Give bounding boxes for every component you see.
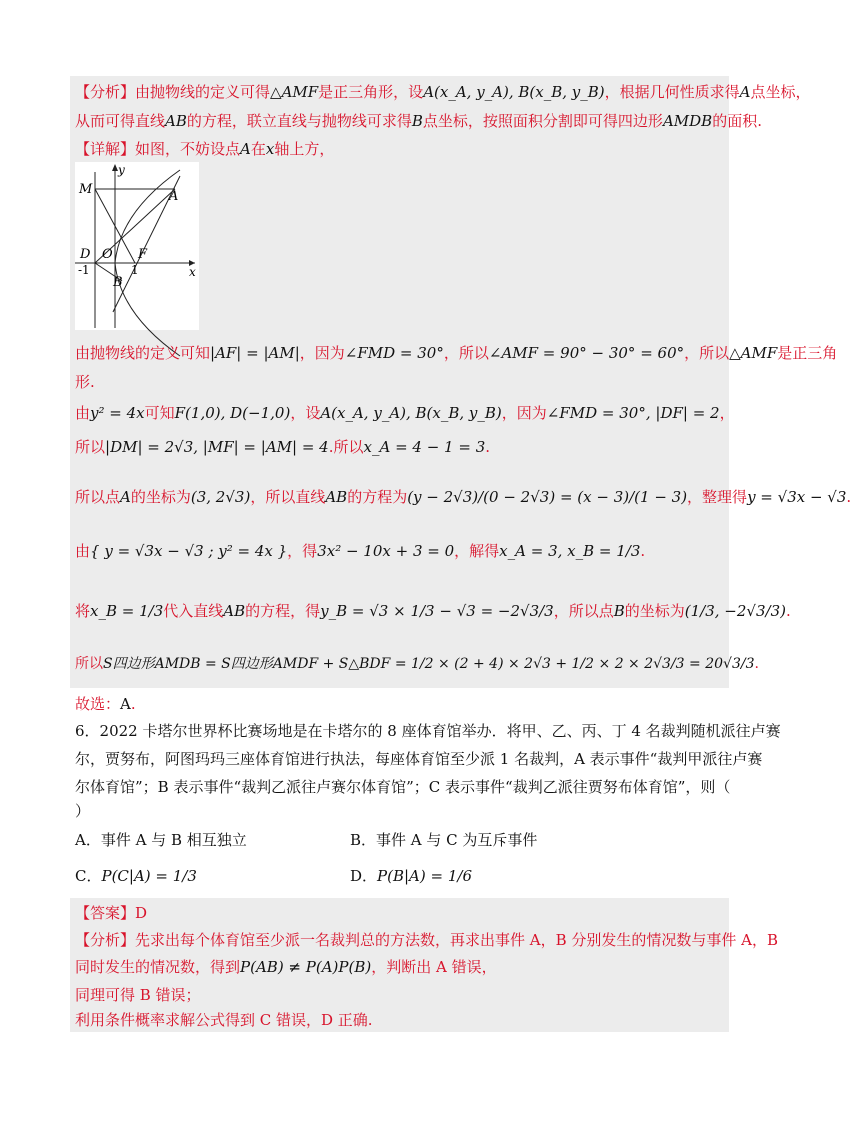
detail-line-7: 由{ y = √3x − √3 ; y² = 4x }，得3x² − 10x + 3 = 0，解得x_A = 3, x_B = 1/3.: [75, 542, 646, 560]
answer-value: D: [135, 904, 148, 922]
analysis2-label: 【分析】: [75, 931, 136, 949]
detail-line-6: 所以点A的坐标为(3, 2√3)，所以直线AB的方程为(y − 2√3)/(0 − 2√3) = (x − 3)/(1 − 3)，整理得y = √3x − √3.: [75, 488, 851, 506]
parabola-figure: [75, 162, 199, 330]
label-A: A: [169, 189, 179, 204]
detail-label: 【详解】: [75, 140, 136, 158]
label-O: O: [102, 247, 113, 262]
detail-line-2: 由抛物线的定义可知|AF| = |AM|，因为∠FMD = 30°，所以∠AMF = 90° − 30° = 60°，所以△AMF是正三角: [75, 344, 838, 362]
analysis-line-2: 从而可得直线AB的方程，联立直线与抛物线可求得B点坐标，按照面积分割即可得四边形AMDB的面积.: [75, 112, 762, 130]
detail-line-3: 形.: [75, 373, 95, 391]
question-6-line-4: ）: [75, 802, 91, 820]
detail-line-9: 所以S四边形AMDB = S四边形AMDF + S△BDF = 1/2 × (2 + 4) × 2√3 + 1/2 × 2 × 2√3/3 = 20√3/3.: [75, 656, 759, 672]
label-one: 1: [131, 263, 139, 277]
label-D: D: [80, 247, 91, 262]
option-c[interactable]: C．P(C|A) = 1/3: [75, 867, 197, 885]
analysis2-line-4: 利用条件概率求解公式得到 C 错误，D 正确.: [75, 1011, 373, 1029]
detail-line-5: 所以|DM| = 2√3, |MF| = |AM| = 4.所以x_A = 4 − 1 = 3.: [75, 438, 491, 456]
analysis2-line-2: 同时发生的情况数，得到P(AB) ≠ P(A)P(B)，判断出 A 错误，: [75, 958, 497, 976]
detail-line-8: 将x_B = 1/3代入直线AB的方程，得y_B = √3 × 1/3 − √3 = −2√3/3，所以点B的坐标为(1/3, −2√3/3).: [75, 602, 791, 620]
analysis2-line-1: 【分析】先求出每个体育馆至少派一名裁判总的方法数，再求出事件 A，B 分别发生的情况数与事件 A，B: [75, 931, 779, 949]
label-M: M: [79, 182, 93, 197]
option-b[interactable]: B．事件 A 与 C 为互斥事件: [350, 831, 538, 849]
label-y-axis: y: [118, 163, 125, 177]
analysis2-line-3: 同理可得 B 错误；: [75, 986, 201, 1004]
question-6-line-2: 尔，贾努布，阿图玛玛三座体育馆进行执法，每座体育馆至少派 1 名裁判，A 表示事件“裁判甲派往卢赛: [75, 750, 763, 768]
detail-line-4: 由y² = 4x可知F(1,0), D(−1,0)，设A(x_A, y_A), B(x_B, y_B)，因为∠FMD = 30°, |DF| = 2，: [75, 404, 735, 422]
question-6-line-1: 6．2022 卡塔尔世界杯比赛场地是在卡塔尔的 8 座体育馆举办．将甲、乙、丙、丁 4 名裁判随机派往卢赛: [75, 722, 781, 740]
option-d[interactable]: D．P(B|A) = 1/6: [350, 867, 472, 885]
label-F: F: [138, 247, 148, 262]
answer-line: [75, 903, 147, 923]
analysis-label: 【分析】: [75, 83, 136, 101]
question-6-line-3: 尔体育馆”；B 表示事件“裁判乙派往卢赛尔体育馆”；C 表示事件“裁判乙派往贾努布体育馆”，则（: [75, 778, 731, 796]
label-neg-one: -1: [78, 263, 90, 277]
detail-line-1: 【详解】如图，不妨设点A在x轴上方，: [75, 140, 335, 158]
parabola-figure-svg: [75, 162, 199, 330]
option-a[interactable]: A．事件 A 与 B 相互独立: [75, 831, 247, 849]
label-B: B: [113, 275, 123, 290]
detail-line-10: 故选：A.: [75, 695, 136, 713]
answer-label: 【答案】: [75, 904, 136, 922]
label-x-axis: x: [189, 265, 196, 279]
analysis-line-1: 【分析】由抛物线的定义可得△AMF是正三角形，设A(x_A, y_A), B(x_B, y_B)，根据几何性质求得A点坐标，: [75, 83, 811, 101]
